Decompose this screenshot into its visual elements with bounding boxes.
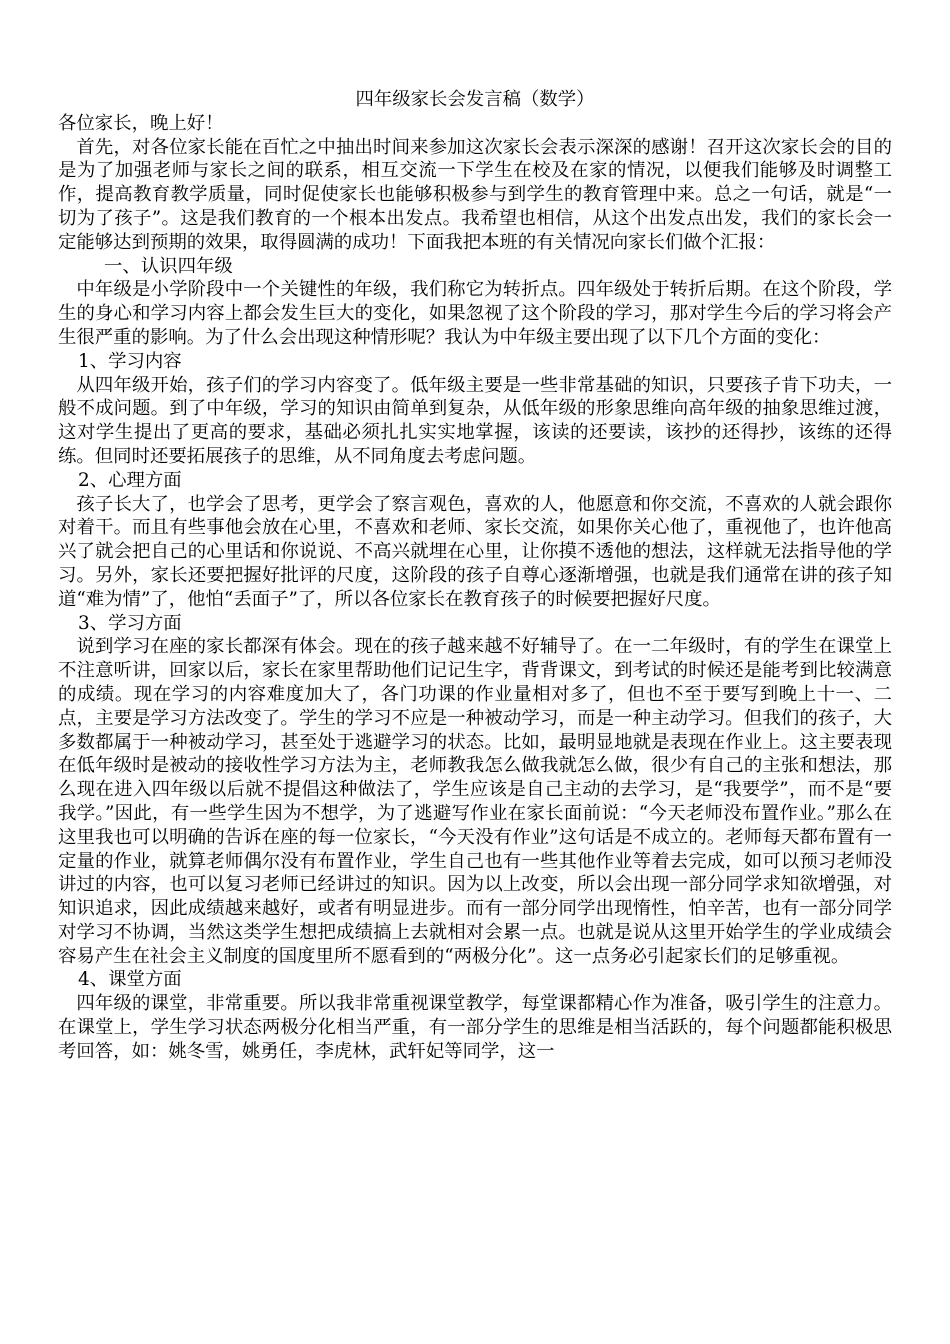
subheading-1: 1、学习内容 bbox=[78, 350, 182, 372]
section-heading-1: 一、认识四年级 bbox=[104, 255, 233, 277]
subheading-4: 4、课堂方面 bbox=[78, 969, 182, 991]
subsection-2-paragraph: 孩子长大了，也学会了思考，更学会了察言观色，喜欢的人，他愿意和你交流，不喜欢的人就会跟你对着干。而且有些事他会放在心里，不喜欢和老师、家长交流，如果你关心他了，重视他了，也许他高兴了就会把自己的心里话和你说说、不高兴就埋在心里，让你摸不透他的想法，这样就无法指导他的学习。另外，家长还要把握好批评的尺度，这阶段的孩子自尊心逐渐增强，也就是我们通常在讲的孩子知道“难为情”了，他怕“丢面子”了，所以各位家长在教育孩子的时候要把握好尺度。 bbox=[58, 493, 892, 610]
greeting: 各位家长，晚上好！ bbox=[58, 112, 224, 134]
subheading-2: 2、心理方面 bbox=[78, 469, 182, 491]
document-page bbox=[58, 88, 892, 1064]
intro-paragraph: 首先，对各位家长能在百忙之中抽出时间来参加这次家长会表示深深的感谢！召开这次家长会的目的是为了加强老师与家长之间的联系，相互交流一下学生在校及在家的情况，以便我们能够及时调整工作，提高教育教学质量，同时促使家长也能够积极参与到学生的教育管理中来。总之一句话，就是“一切为了孩子”。这是我们教育的一个根本出发点。我希望也相信，从这个出发点出发，我们的家长会一定能够达到预期的效果，取得圆满的成功！下面我把本班的有关情况向家长们做个汇报： bbox=[58, 136, 892, 253]
subsection-4-paragraph: 四年级的课堂，非常重要。所以我非常重视课堂教学，每堂课都精心作为准备，吸引学生的注意力。在课堂上，学生学习状态两极分化相当严重，有一部分学生的思维是相当活跃的，每个问题都能积极思考回答，如：姚冬雪，姚勇任，李虎林，武轩妃等同学，这一 bbox=[58, 993, 892, 1062]
subheading-3: 3、学习方面 bbox=[78, 612, 182, 634]
subsection-1-paragraph: 从四年级开始，孩子们的学习内容变了。低年级主要是一些非常基础的知识，只要孩子肯下功夫，一般不成问题。到了中年级，学习的知识由简单到复杂，从低年级的形象思维向高年级的抽象思维过渡，这对学生提出了更高的要求，基础必须扎扎实实地掌握，该读的还要读，该抄的还得抄，该练的还得练。但同时还要拓展孩子的思维，从不同角度去考虑问题。 bbox=[58, 374, 892, 467]
section-1-paragraph: 中年级是小学阶段中一个关键性的年级，我们称它为转折点。四年级处于转折后期。在这个阶段，学生的身心和学习内容上都会发生巨大的变化，如果忽视了这个阶段的学习，那对学生今后的学习将会产生很严重的影响。为了什么会出现这种情形呢？我认为中年级主要出现了以下几个方面的变化： bbox=[58, 279, 892, 348]
document-title: 四年级家长会发言稿（数学） bbox=[355, 89, 595, 110]
subsection-3-paragraph: 说到学习在座的家长都深有体会。现在的孩子越来越不好辅导了。在一二年级时，有的学生在课堂上不注意听讲，回家以后，家长在家里帮助他们记记生字，背背课文，到考试的时候还是能考到比较满意的成绩。现在学习的内容难度加大了，各门功课的作业量相对多了，但也不至于要写到晚上十一、二点，主要是学习方法改变了。学生的学习不应是一种被动学习，而是一种主动学习。但我们的孩子，大多数都属于一种被动学习，甚至处于逃避学习的状态。比如，最明显地就是表现在作业上。这主要表现在低年级时是被动的接收性学习方法为主，老师教我怎么做我就怎么做，很少有自己的主张和想法，那么现在进入四年级以后就不提倡这种做法了，学生应该是自己主动的去学习，是“我要学”，而不是“要我学。”因此，有一些学生因为不想学，为了逃避写作业在家长面前说：“今天老师没布置作业。”那么在这里我也可以明确的告诉在座的每一位家长，“今天没有作业”这句话是不成立的。老师每天都布置有一定量的作业，就算老师偶尔没有布置作业，学生自己也有一些其他作业等着去完成，如可以预习老师没讲过的内容，也可以复习老师已经讲过的知识。因为以上改变，所以会出现一部分同学求知欲增强，对知识追求，因此成绩越来越好，或者有明显进步。而有一部分同学出现惰性，怕辛苦，也有一部分同学对学习不协调，当然这类学生想把成绩搞上去就相对会累一点。也就是说从这里开始学生的学业成绩会容易产生在社会主义制度的国度里所不愿看到的“两极分化”。这一点务必引起家长们的足够重视。 bbox=[58, 636, 892, 967]
